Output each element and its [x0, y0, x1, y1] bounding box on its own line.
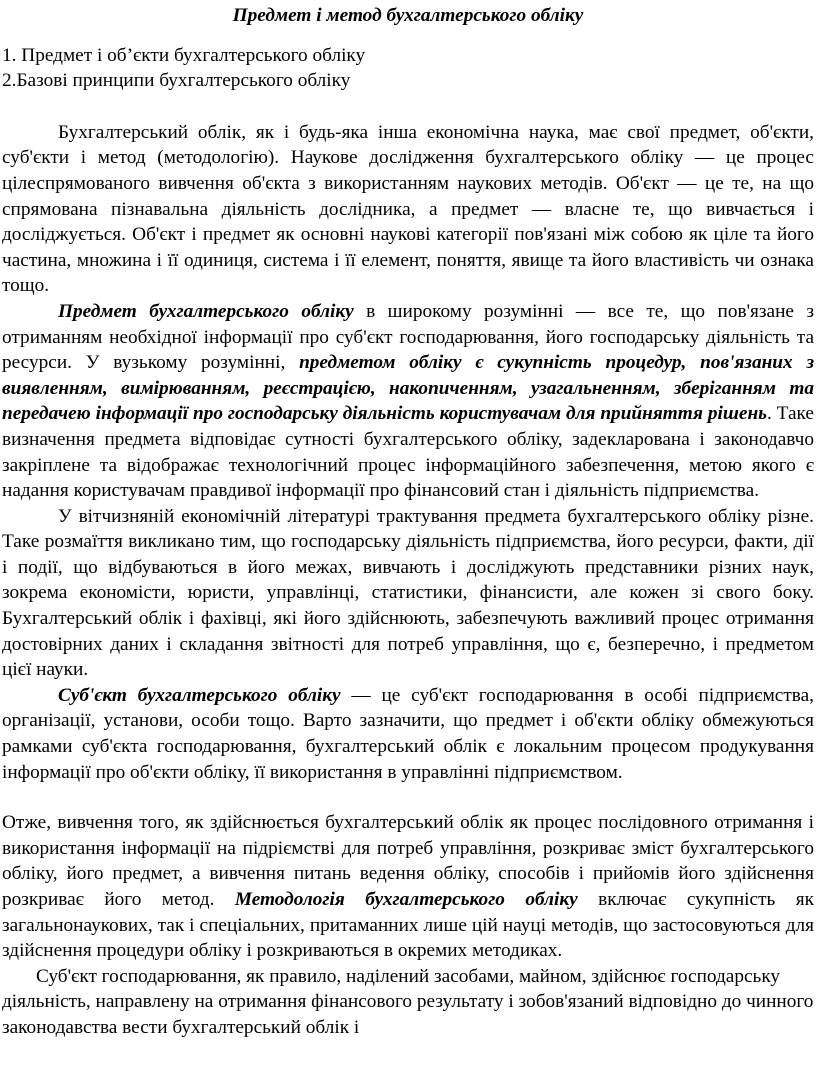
- term-methodology: Методологія бухгалтерського обліку: [234, 889, 578, 910]
- document-title: Предмет і метод бухгалтерського обліку: [232, 5, 584, 26]
- subject-narrow-definition: предметом обліку є сукупність процедур, пов'язаних з виявленням, вимірюванням, реєстрацією, накопиченням, узагальненням, зберіганням та передачею інформації про господарську діяльність користувачам для прийняття рішень: [2, 352, 814, 425]
- paragraph-subject-text-2: . Таке визначення предмета відповідає сутності бухгалтерського обліку, задекларована і законодавчо закріплене та відображає технологічний процес інформаційного забезпечення, метою якого є надання користувачам правдивої інформації про фінансовий стан і діяльність підприємства.: [2, 403, 814, 502]
- term-subject: Предмет бухгалтерського обліку: [58, 300, 354, 322]
- section-spacer: [2, 94, 814, 120]
- outline-item-1: 1. Предмет і об’єкти бухгалтерського обліку: [2, 44, 366, 66]
- term-entity: Суб'єкт бухгалтерського обліку: [58, 684, 341, 706]
- paragraph-entity-text: — це суб'єкт господарювання в особі підприємства, організації, установи, особи тощо. Варто зазначити, що предмет і об'єкти обліку обмежуються рамками суб'єкта господарювання, бухгалтерський облік є локальним процесом продукування інформації про об'єкти обліку, її використання в управлінні підприємством.: [2, 684, 814, 783]
- paragraph-entity-obligations: Суб'єкт господарювання, як правило, наділений засобами, майном, здійснює господарську діяльність, направлену на отримання фінансового результату і зобов'язаний відповідно до чинного законодавства вести бухгалтерський облік і: [2, 965, 814, 1038]
- outline-list: [2, 43, 814, 94]
- outline-item-2: 2.Базові принципи бухгалтерського обліку: [2, 70, 351, 92]
- paragraph-subject-definition: [2, 299, 814, 504]
- paragraph-intro: Бухгалтерський облік, як і будь-яка інша економічна наука, має свої предмет, об'єкти, суб'єкти і метод (методологію). Наукове дослідження бухгалтерського обліку — це процес цілеспрямованого вивчення об'єкта з використанням наукових методів. Об'єкт — це те, на що спрямована пізнавальна діяльність дослідника, а предмет — власне те, що вивчається і досліджується. Об'єкт і предмет як основні наукові категорії пов'язані між собою як ціле та його частина, множина і її одиниця, система і її елемент, поняття, явище та його властивість чи ознака тощо.: [2, 121, 814, 297]
- paragraph-subject-text-1: в широкому розумінні — все те, що пов'язане з отриманням необхідної інформації про суб'єкт господарювання, його господарську діяльність та ресурси. У вузькому розумінні,: [2, 300, 814, 374]
- paragraph-methodology: [2, 810, 814, 964]
- paragraph-literature: У вітчизняній економічній літературі трактування предмета бухгалтерського обліку різне. Таке розмаїття викликано тим, що господарську діяльність підприємства, його ресурси, факти, дії і події, що відбуваються в його межах, вивчають і досліджують представники різних наук, зокрема економісти, юристи, управлінці, статистики, фінансисти, але кожен зі свого боку. Бухгалтерський облік і фахівці, які його здійснюють, забезпечують важливий процес отримання достовірних даних і складання звітності для потреб управління, що є, безперечно, і предметом цієї науки.: [2, 505, 814, 681]
- paragraph-methodology-text-2: включає сукупність як загальнонаукових, так і спеціальних, притаманних лише цій науці методів, що застосовуються для здійснення процедури обліку і розкриваються в окремих методиках.: [2, 889, 814, 962]
- paragraph-entity-definition: [2, 683, 814, 785]
- paragraph-methodology-text-1: Отже, вивчення того, як здійснюється бухгалтерський облік як процес послідовного отримання і використання інформації на підріємстві для потреб управління, розкриває зміст бухгалтерського обліку, його предмет, а вивчення питань ведення обліку, способів і прийомів його здійснення розкриває його метод.: [2, 812, 814, 910]
